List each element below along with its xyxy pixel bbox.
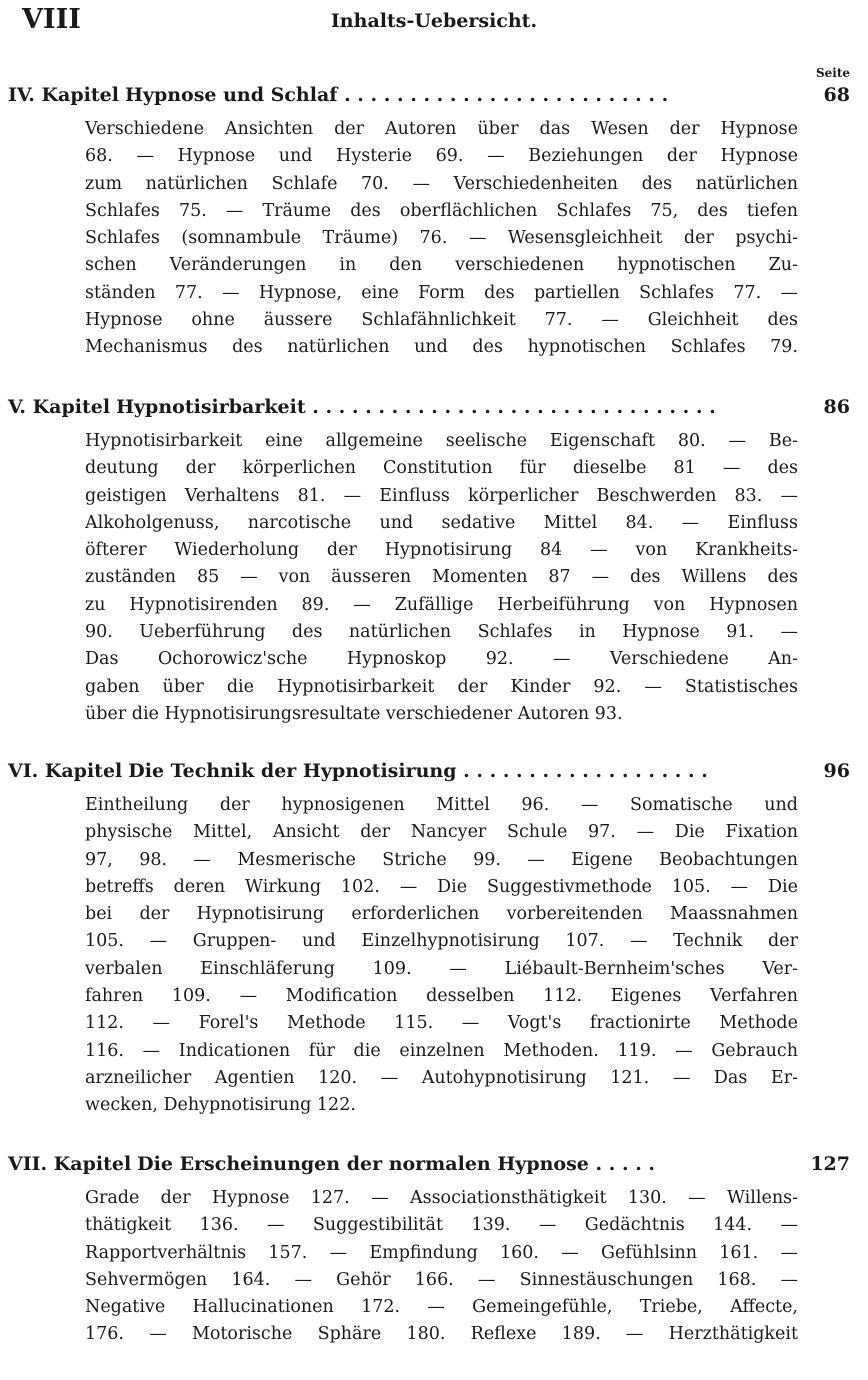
dot-leader: . . . . . . . . . . . . . . . . . . . . . . . . . . . . . . . <box>305 396 716 418</box>
chapter-vi <box>0 758 868 1120</box>
summary-line: Schlafes (somnambule Träume) 76. — Wesensgleichheit der psychi- <box>85 228 798 249</box>
summary-line: Eintheilung der hypnosigenen Mittel 96. — Somatische und <box>85 795 798 815</box>
chapter-label: IV. Kapitel <box>8 84 119 106</box>
chapter-heading <box>0 1151 868 1181</box>
summary-line: Hypnose ohne äussere Schlafähnlichkeit 77. — Gleichheit des <box>85 310 798 331</box>
summary-line: Rapportverhältnis 157. — Empfindung 160. — Gefühlsinn 161. — <box>85 1242 798 1263</box>
summary-line: Verschiedene Ansichten der Autoren über das Wesen der Hypnose <box>85 119 798 139</box>
summary-line: über die Hypnotisirungsresultate verschiedener Autoren 93. <box>85 703 623 724</box>
summary-line: Mechanismus des natürlichen und des hypnotischen Schlafes 79. <box>85 337 798 358</box>
summary-line: 176. — Motorische Sphäre 180. Reflexe 189. — Herzthätigkeit <box>85 1324 798 1345</box>
dot-leader: . . . . . . . . . . . . . . . . . . . <box>456 760 708 782</box>
summary-line: gaben über die Hypnotisirbarkeit der Kinder 92. — Statistisches <box>85 676 798 697</box>
summary-line: arzneilicher Agentien 120. — Autohypnotisirung 121. — Das Er- <box>85 1067 798 1088</box>
summary-line: 90. Ueberführung des natürlichen Schlafes in Hypnose 91. — <box>85 622 798 643</box>
chapter-title: Hypnose und Schlaf <box>124 84 338 106</box>
chapter-page-number: 86 <box>823 396 850 418</box>
chapter-label: VII. Kapitel <box>8 1153 132 1175</box>
summary-line: thätigkeit 136. — Suggestibilität 139. — Gedächtnis 144. — <box>85 1215 798 1236</box>
summary-line: physische Mittel, Ansicht der Nancyer Schule 97. — Die Fixation <box>85 822 798 843</box>
summary-line: ständen 77. — Hypnose, eine Form des partiellen Schlafes 77. — <box>85 282 798 303</box>
chapter-page-number: 68 <box>823 84 850 106</box>
chapter-summary <box>85 116 798 362</box>
chapter-summary <box>85 428 798 728</box>
summary-line: zuständen 85 — von äusseren Momenten 87 — des Willens des <box>85 567 798 588</box>
summary-line: 112. — Forel's Methode 115. — Vogt's fractionirte Methode <box>85 1013 798 1034</box>
page-number: VIII <box>22 4 81 35</box>
chapter-vii <box>0 1151 868 1349</box>
summary-line: Schlafes 75. — Träume des oberflächlichen Schlafes 75, des tiefen <box>85 200 798 221</box>
chapter-page-number: 127 <box>810 1153 850 1175</box>
summary-line: Hypnotisirbarkeit eine allgemeine seelische Eigenschaft 80. — Be- <box>85 431 798 451</box>
summary-line: zum natürlichen Schlafe 70. — Verschiedenheiten des natürlichen <box>85 173 798 194</box>
summary-line: 116. — Indicationen für die einzelnen Methoden. 119. — Gebrauch <box>85 1040 798 1061</box>
chapter-heading <box>0 82 868 112</box>
summary-line: wecken, Dehypnotisirung 122. <box>85 1095 356 1116</box>
dot-leader: . . . . . . . . . . . . . . . . . . . . . . . . . <box>337 84 669 106</box>
chapter-label: V. Kapitel <box>8 396 111 418</box>
summary-line: Negative Hallucinationen 172. — Gemeingefühle, Triebe, Affecte, <box>85 1297 798 1318</box>
chapter-v <box>0 394 868 728</box>
summary-line: 68. — Hypnose und Hysterie 69. — Beziehungen der Hypnose <box>85 146 798 167</box>
summary-line: Das Ochorowicz'sche Hypnoskop 92. — Verschiedene An- <box>85 649 798 670</box>
summary-line: Sehvermögen 164. — Gehör 166. — Sinnestäuschungen 168. — <box>85 1269 798 1290</box>
chapter-title: Die Technik der Hypnotisirung <box>128 760 457 782</box>
summary-line: fahren 109. — Modification desselben 112. Eigenes Verfahren <box>85 986 798 1007</box>
summary-line: schen Veränderungen in den verschiedenen hypnotischen Zu- <box>85 255 798 276</box>
chapter-heading <box>0 394 868 424</box>
chapter-summary <box>85 792 798 1120</box>
summary-line: 97, 98. — Mesmerische Striche 99. — Eigene Beobachtungen <box>85 849 798 870</box>
page-header <box>0 0 868 40</box>
summary-line: deutung der körperlichen Constitution für dieselbe 81 — des <box>85 458 798 479</box>
chapter-page-number: 96 <box>823 760 850 782</box>
dot-leader: . . . . . <box>588 1153 656 1175</box>
summary-line: bei der Hypnotisirung erforderlichen vorbereitenden Maassnahmen <box>85 904 798 925</box>
chapter-title: Hypnotisirbarkeit <box>116 396 306 418</box>
chapter-title: Die Erscheinungen der normalen Hypnose <box>137 1153 589 1175</box>
summary-line: öfterer Wiederholung der Hypnotisirung 84 — von Krankheits- <box>85 540 798 561</box>
summary-line: betreffs deren Wirkung 102. — Die Suggestivmethode 105. — Die <box>85 876 798 897</box>
chapter-summary <box>85 1185 798 1349</box>
summary-line: 105. — Gruppen- und Einzelhypnotisirung 107. — Technik der <box>85 931 798 952</box>
summary-line: geistigen Verhaltens 81. — Einfluss körperlicher Beschwerden 83. — <box>85 485 798 506</box>
summary-line: verbalen Einschläferung 109. — Liébault-Bernheim'sches Ver- <box>85 958 798 979</box>
chapter-iv <box>0 82 868 362</box>
summary-line: Alkoholgenuss, narcotische und sedative Mittel 84. — Einfluss <box>85 512 798 533</box>
summary-line: Grade der Hypnose 127. — Associationsthätigkeit 130. — Willens- <box>85 1188 798 1208</box>
chapter-heading <box>0 758 868 788</box>
summary-line: zu Hypnotisirenden 89. — Zufällige Herbeiführung von Hypnosen <box>85 594 798 615</box>
seite-column-label: Seite <box>815 66 850 80</box>
running-title: Inhalts-Uebersicht. <box>330 10 538 32</box>
chapter-label: VI. Kapitel <box>8 760 123 782</box>
